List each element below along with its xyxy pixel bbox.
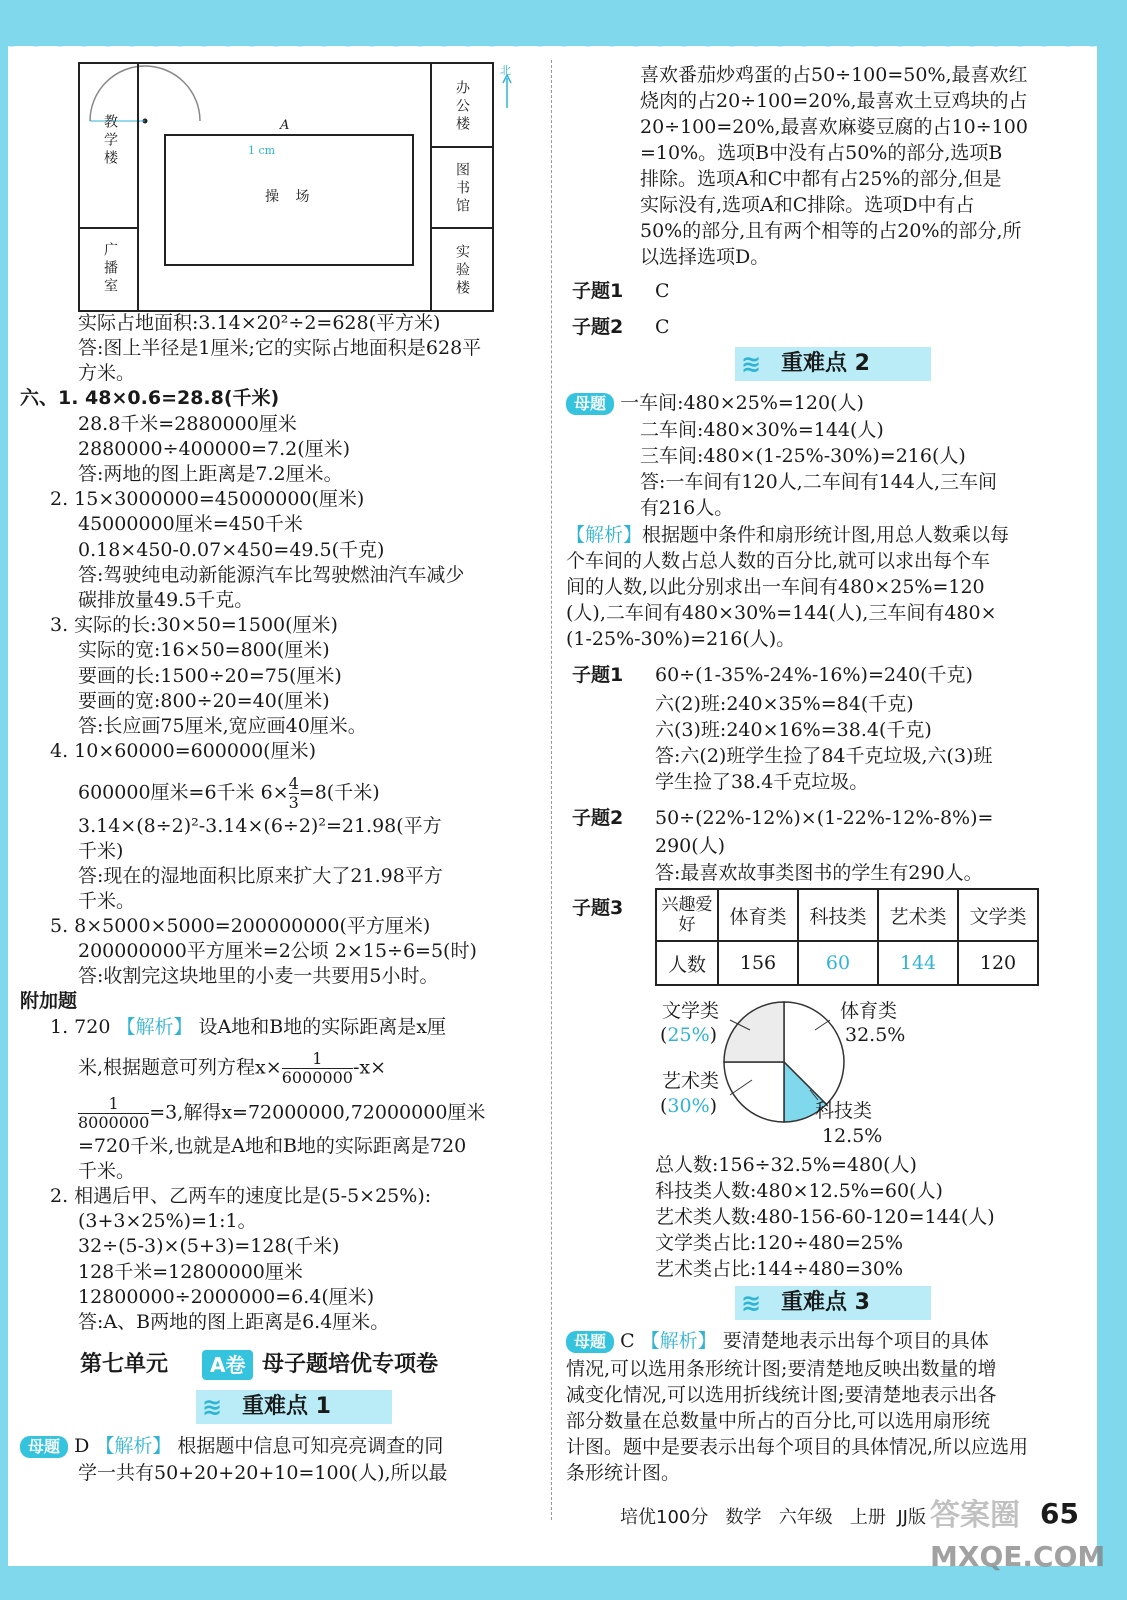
text-fragment: -x× xyxy=(352,1056,387,1079)
text-line: 答:图上半径是1厘米;它的实际占地面积是628平 xyxy=(78,337,482,359)
text-line: (人),二车间有480×30%=144(人),三车间有480× xyxy=(566,602,997,624)
office-building-label: 办公楼 xyxy=(454,80,470,134)
sub-question-label: 子题1 xyxy=(572,280,624,302)
text-line: 部分数量在总数量中所占的百分比,可以选用扇形统 xyxy=(566,1410,991,1432)
text-line: 个车间的人数占总人数的百分比,就可以求出每个车 xyxy=(566,550,991,572)
lab-building-label: 实验楼 xyxy=(454,244,470,298)
pct-value: 30% xyxy=(667,1095,710,1117)
footer-subject: 数学 xyxy=(725,1507,762,1528)
text-line: 答:收割完这块地里的小麦一共要用5小时。 xyxy=(78,965,439,987)
numerator: 1 xyxy=(108,1094,119,1113)
left-border xyxy=(0,0,8,1600)
watermark-url: MXQE.COM xyxy=(930,1540,1106,1573)
fraction-4-3 xyxy=(289,775,299,812)
text-line: 三车间:480×(1-25%-30%)=216(人) xyxy=(640,445,966,467)
question-6-5: 5. 8×5000×5000=200000000(平方厘米) xyxy=(50,915,431,937)
text-line: 答:现在的湿地面积比原来扩大了21.98平方 xyxy=(78,865,443,887)
mother-question-3 xyxy=(566,1328,989,1354)
text-line: 答:两地的图上距离是7.2厘米。 xyxy=(78,463,343,485)
table-cell: 156 xyxy=(718,941,798,985)
text-line xyxy=(78,1050,386,1087)
text-line: 答:A、B两地的图上距离是6.4厘米。 xyxy=(78,1311,390,1333)
north-arrow-icon xyxy=(502,74,512,110)
north-label: 北 xyxy=(500,64,511,77)
pie-label-art: 艺术类 xyxy=(662,1070,720,1092)
pct-value: 25% xyxy=(667,1024,710,1046)
text-fragment: 根据题中条件和扇形统计图,用总人数乘以每 xyxy=(642,524,1010,546)
text-line: 实际没有,选项A和C排除。选项D中有占 xyxy=(640,194,975,216)
denominator: 6000000 xyxy=(281,1068,353,1087)
text-fragment: 600000厘米=6千米 6× xyxy=(78,781,289,804)
right-border xyxy=(1097,0,1127,1600)
extra-q1 xyxy=(50,1014,446,1040)
text-line: 减变化情况,可以选用折线统计图;要清楚地表示出各 xyxy=(566,1384,997,1406)
text-fragment: 根据题中信息可知亮亮调查的同 xyxy=(177,1435,444,1457)
text-line: 答:驾驶纯电动新能源汽车比驾驶燃油汽车减少 xyxy=(78,564,465,586)
table-header: 文学类 xyxy=(958,889,1038,941)
text-line: 128千米=12800000厘米 xyxy=(78,1261,303,1283)
text-line: 12800000÷2000000=6.4(厘米) xyxy=(78,1286,375,1308)
text-line: 200000000平方厘米=2公顷 2×15÷6=5(时) xyxy=(78,940,477,962)
wave-icon: ≋ xyxy=(741,350,762,378)
text-line: 千米。 xyxy=(78,1160,136,1182)
text-line: (1-25%-30%)=216(人)。 xyxy=(566,628,796,650)
text-line: 科技类人数:480×12.5%=60(人) xyxy=(655,1180,943,1202)
text-line: 60÷(1-35%-24%-16%)=240(千克) xyxy=(655,664,973,686)
text-line: 3.14×(8÷2)²-3.14×(6÷2)²=21.98(平方 xyxy=(78,815,442,837)
text-line: 实际的宽:16×50=800(厘米) xyxy=(78,639,330,661)
text-line: 情况,可以选用条形统计图;要清楚地反映出数量的增 xyxy=(566,1358,997,1380)
text-line: 艺术类人数:480-156-60-120=144(人) xyxy=(655,1206,995,1228)
text-line: 文学类占比:120÷480=25% xyxy=(655,1232,904,1254)
footer-volume: 上册 xyxy=(849,1507,886,1528)
table-header: 体育类 xyxy=(718,889,798,941)
mother-question-1 xyxy=(20,1433,443,1459)
pie-pct-lit: (25%) xyxy=(660,1024,718,1046)
sub-answer: C xyxy=(655,316,670,338)
mother-tag: 母题 xyxy=(566,393,614,415)
text-fragment: 一车间:480×25%=120(人) xyxy=(620,392,864,414)
pie-pct-tech: 12.5% xyxy=(822,1125,883,1147)
footer-edition: JJ版 xyxy=(897,1507,926,1528)
text-line: 以选择选项D。 xyxy=(640,246,770,268)
section-heading-2 xyxy=(735,347,931,381)
text-line: 答:最喜欢故事类图书的学生有290人。 xyxy=(655,862,983,884)
pie-label-lit: 文学类 xyxy=(662,1000,720,1022)
sub-question-label: 子题2 xyxy=(572,807,624,829)
section-heading-1 xyxy=(196,1390,392,1424)
analysis-tag: 【解析】 xyxy=(566,524,643,546)
wave-icon: ≋ xyxy=(741,1289,762,1317)
text-line: 六(2)班:240×35%=84(千克) xyxy=(655,693,914,715)
text-line: 二车间:480×30%=144(人) xyxy=(640,419,884,441)
text-line: 艺术类占比:144÷480=30% xyxy=(655,1258,904,1280)
text-line: =10%。选项B中没有占50%的部分,选项B xyxy=(640,142,1003,164)
text-line: 学生捡了38.4千克垃圾。 xyxy=(655,771,869,793)
text-line: 20÷100=20%,最喜欢麻婆豆腐的占10÷100 xyxy=(640,116,1028,138)
top-border xyxy=(0,0,1127,46)
unit-title: 第七单元 xyxy=(80,1352,169,1377)
question-6-3: 3. 实际的长:30×50=1500(厘米) xyxy=(50,614,338,636)
text-line: 六(3)班:240×16%=38.4(千克) xyxy=(655,719,932,741)
analysis-line xyxy=(566,522,1009,548)
denominator: 8000000 xyxy=(78,1113,150,1132)
watermark-logo: 答案圈 xyxy=(930,1498,1020,1533)
answer-value: 1. 720 xyxy=(50,1016,111,1038)
heading-label: 重难点 2 xyxy=(781,351,870,376)
text-line: 碳排放量49.5千克。 xyxy=(78,589,254,611)
text-line: 方米。 xyxy=(78,362,136,384)
analysis-tag: 【解析】 xyxy=(116,1016,193,1038)
text-line: =720千米,也就是A地和B地的实际距离是720 xyxy=(78,1135,467,1157)
denominator: 3 xyxy=(288,793,299,812)
unit-subtitle: 母子题培优专项卷 xyxy=(262,1352,439,1377)
text-line: 32÷(5-3)×(5+3)=128(千米) xyxy=(78,1235,340,1257)
question-6-2: 2. 15×3000000=45000000(厘米) xyxy=(50,488,365,510)
text-line: 排除。选项A和C中都有占25%的部分,但是 xyxy=(640,168,1002,190)
table-header: 科技类 xyxy=(798,889,878,941)
text-line: 条形统计图。 xyxy=(566,1462,681,1484)
table-cell: 60 xyxy=(798,941,878,985)
text-line: 间的人数,以此分别求出一车间有480×25%=120 xyxy=(566,576,985,598)
column-divider xyxy=(551,60,552,1520)
fraction-1-8000000 xyxy=(78,1095,149,1132)
text-line: 千米。 xyxy=(78,890,136,912)
mother-tag: 母题 xyxy=(20,1436,68,1458)
analysis-tag: 【解析】 xyxy=(95,1435,172,1457)
table-cell: 120 xyxy=(958,941,1038,985)
mother-tag: 母题 xyxy=(566,1331,614,1353)
text-line: 烧肉的占20÷100=20%,最喜欢土豆鸡块的占 xyxy=(640,90,1028,112)
text-line: 有216人。 xyxy=(640,497,734,519)
sub-question-label: 子题3 xyxy=(572,897,624,919)
text-line: 答:六(2)班学生捡了84千克垃圾,六(3)班 xyxy=(655,745,993,767)
heading-label: 重难点 3 xyxy=(781,1290,870,1315)
text-line: 计图。题中是要表示出每个项目的具体情况,所以应选用 xyxy=(566,1436,1029,1458)
text-line: 答:长应画75厘米,宽应画40厘米。 xyxy=(78,715,367,737)
text-line: 千米) xyxy=(78,840,124,862)
text-line: 学一共有50+20+20+10=100(人),所以最 xyxy=(78,1462,448,1484)
text-line: 答:一车间有120人,二车间有144人,三车间 xyxy=(640,471,998,493)
text-line: 2880000÷400000=7.2(厘米) xyxy=(78,438,351,460)
fraction-1-6000000 xyxy=(282,1050,353,1087)
extra-heading: 附加题 xyxy=(20,990,78,1012)
heading-label: 重难点 1 xyxy=(242,1394,331,1419)
text-line: 45000000厘米=450千米 xyxy=(78,513,303,535)
text-fragment: 米,根据题意可列方程x× xyxy=(78,1056,282,1079)
question-6-1: 六、1. 48×0.6=28.8(千米) xyxy=(20,387,280,409)
pie-pct-sports: 32.5% xyxy=(845,1024,906,1046)
sub-answer: C xyxy=(655,280,670,302)
text-fragment: 设A地和B地的实际距离是x厘 xyxy=(198,1016,446,1038)
table-cell: 144 xyxy=(878,941,958,985)
footer-grade: 六年级 xyxy=(778,1507,833,1528)
playground-label: 操 场 xyxy=(265,189,316,205)
text-line: 28.8千米=2880000厘米 xyxy=(78,413,297,435)
text-fragment: =3,解得x=72000000,72000000厘米 xyxy=(149,1101,486,1124)
sub-question-label: 子题2 xyxy=(572,316,624,338)
text-line xyxy=(78,1095,485,1132)
pie-label-sports: 体育类 xyxy=(840,1000,898,1022)
library-label: 图书馆 xyxy=(454,162,470,216)
pie-label-tech: 科技类 xyxy=(815,1100,873,1122)
text-line xyxy=(78,775,380,812)
teaching-building-label: 教学楼 xyxy=(102,114,118,168)
text-line: 喜欢番茄炒鸡蛋的占50÷100=50%,最喜欢红 xyxy=(640,64,1028,86)
extra-q2: 2. 相遇后甲、乙两车的速度比是(5-5×25%): xyxy=(50,1185,432,1207)
footer-book: 培优100分 xyxy=(620,1507,709,1528)
table-header: 艺术类 xyxy=(878,889,958,941)
wave-icon: ≋ xyxy=(202,1393,223,1421)
point-a-label: A xyxy=(280,118,290,133)
question-6-4: 4. 10×60000=600000(厘米) xyxy=(50,740,316,762)
table-row-label: 人数 xyxy=(656,941,718,985)
numerator: 4 xyxy=(288,774,299,793)
pie-pct-art: (30%) xyxy=(660,1095,718,1117)
text-line: (3+3×25%)=1:1。 xyxy=(78,1210,257,1232)
numerator: 1 xyxy=(312,1049,323,1068)
text-line: 50÷(22%-12%)×(1-22%-12%-8%)= xyxy=(655,807,994,829)
text-fragment: 要清楚地表示出每个项目的具体 xyxy=(722,1330,989,1352)
answer-value: C xyxy=(620,1330,635,1352)
scale-label: 1 cm xyxy=(248,144,276,157)
text-line: 50%的部分,且有两个相等的占20%的部分,所 xyxy=(640,220,1022,242)
text-fragment: =8(千米) xyxy=(298,781,380,804)
page-number: 65 xyxy=(1040,1497,1079,1530)
text-line: 实际占地面积:3.14×20²÷2=628(平方米) xyxy=(78,312,441,334)
text-line: 要画的长:1500÷20=75(厘米) xyxy=(78,665,342,687)
footer xyxy=(620,1503,926,1529)
mother-question-2 xyxy=(566,390,864,416)
text-line: 要画的宽:800÷20=40(厘米) xyxy=(78,690,330,712)
text-line: 总人数:156÷32.5%=480(人) xyxy=(655,1154,917,1176)
text-line: 0.18×450-0.07×450=49.5(千克) xyxy=(78,539,385,561)
answer-value: D xyxy=(74,1435,90,1457)
section-heading-3 xyxy=(735,1286,931,1320)
interest-table xyxy=(655,888,1039,986)
school-map xyxy=(78,62,494,312)
table-header: 兴趣爱好 xyxy=(656,889,718,941)
text-line: 290(人) xyxy=(655,835,726,857)
analysis-tag: 【解析】 xyxy=(640,1330,717,1352)
juan-badge: A卷 xyxy=(202,1350,253,1380)
broadcast-room-label: 广播室 xyxy=(102,242,118,296)
sub-question-label: 子题1 xyxy=(572,664,624,686)
